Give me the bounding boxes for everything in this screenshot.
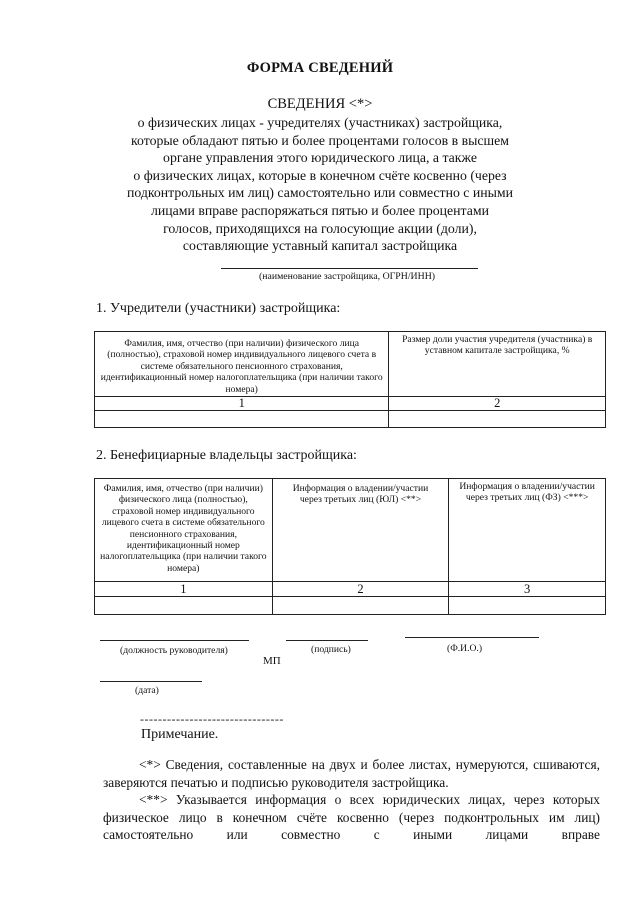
intro-line: лицами вправе распоряжаться пятью и более процентами bbox=[151, 202, 489, 218]
intro-line: голосов, приходящихся на голосующие акции (доли), bbox=[163, 220, 477, 236]
name-caption: (Ф.И.О.) bbox=[447, 643, 483, 654]
intro-line: о физических лицах, которые в конечном счёте косвенно (через bbox=[133, 167, 507, 183]
note-label: Примечание. bbox=[141, 727, 219, 742]
beneficiaries-col-name-header: Фамилия, имя, отчество (при наличии) физического лица (полностью), страховой номер индивидуального лицевого счета в системе обязательного пенсионного страхования, идентификационный номер налогоплательщика (при наличии такого номера) bbox=[95, 479, 273, 582]
beneficiaries-empty-cell bbox=[95, 597, 273, 615]
form-title: ФОРМА СВЕДЕНИЙ bbox=[246, 60, 394, 76]
table-row bbox=[95, 411, 606, 428]
beneficiaries-table-number-row bbox=[95, 582, 606, 597]
stamp-label: МП bbox=[263, 655, 281, 667]
name-line bbox=[405, 637, 539, 638]
section-2-heading: 2. Бенефициарные владельцы застройщика: bbox=[96, 448, 357, 463]
intro-text bbox=[120, 114, 520, 255]
beneficiaries-col-number: 2 bbox=[272, 582, 449, 597]
beneficiaries-col-number: 1 bbox=[95, 582, 273, 597]
founders-col-name-header: Фамилия, имя, отчество (при наличии) физического лица (полностью), страховой номер индивидуального лицевого счета в системе обязательного пенсионного страхования, идентификационный номер налогоплательщика (при наличии такого номера) bbox=[95, 332, 389, 397]
document-subtitle: СВЕДЕНИЯ <*> bbox=[267, 96, 373, 112]
signature-caption: (подпись) bbox=[311, 644, 351, 655]
beneficiaries-table-header-row bbox=[95, 479, 606, 582]
date-caption: (дата) bbox=[135, 685, 159, 696]
beneficiaries-empty-cell bbox=[272, 597, 449, 615]
beneficiaries-empty-cell bbox=[449, 597, 606, 615]
developer-name-caption: (наименование застройщика, ОГРН/ИНН) bbox=[259, 271, 436, 282]
intro-line: которые обладают пятью и более процентами голосов в высшем bbox=[131, 132, 509, 148]
beneficiaries-col-number: 3 bbox=[449, 582, 606, 597]
position-caption: (должность руководителя) bbox=[120, 645, 228, 656]
beneficiaries-table bbox=[94, 478, 606, 615]
position-line bbox=[100, 640, 249, 641]
founders-col-share-header: Размер доли участия учредителя (участника) в уставном капитале застройщика, % bbox=[389, 332, 606, 397]
founders-col-number: 2 bbox=[389, 397, 606, 411]
intro-line: органе управления этого юридического лица, а также bbox=[163, 150, 477, 166]
founders-table-number-row bbox=[95, 397, 606, 411]
intro-line: подконтрольных им лиц) самостоятельно или совместно с иными bbox=[126, 185, 514, 201]
intro-line: составляющие уставный капитал застройщика bbox=[182, 238, 458, 254]
section-1-heading: 1. Учредители (участники) застройщика: bbox=[96, 301, 341, 316]
signature-line bbox=[286, 640, 368, 641]
table-row bbox=[95, 597, 606, 615]
date-line bbox=[100, 681, 202, 682]
developer-name-line bbox=[221, 268, 478, 269]
founders-table-header-row bbox=[95, 332, 606, 397]
beneficiaries-col-legal-header: Информация о владении/участии через третьих лиц (ЮЛ) <**> bbox=[272, 479, 449, 582]
note-paragraph-1: <*> Сведения, составленные на двух и более листах, нумеруются, сшиваются, заверяются печатью и подписью руководителя застройщика. bbox=[103, 757, 600, 790]
beneficiaries-col-individual-header: Информация о владении/участии через третьих лиц (ФЗ) <***> bbox=[449, 479, 606, 582]
note-separator: -------------------------------- bbox=[140, 712, 284, 726]
founders-empty-cell bbox=[389, 411, 606, 428]
note-paragraph-2: <**> Указывается информация о всех юридических лицах, через которых физическое лицо в конечном счёте косвенно (через подконтрольных им лиц) самостоятельно или совместно с иными лицами вправе bbox=[103, 792, 600, 842]
founders-empty-cell bbox=[95, 411, 389, 428]
intro-line: о физических лицах - учредителях (участниках) застройщика, bbox=[137, 115, 503, 130]
founders-table bbox=[94, 331, 606, 428]
founders-col-number: 1 bbox=[95, 397, 389, 411]
